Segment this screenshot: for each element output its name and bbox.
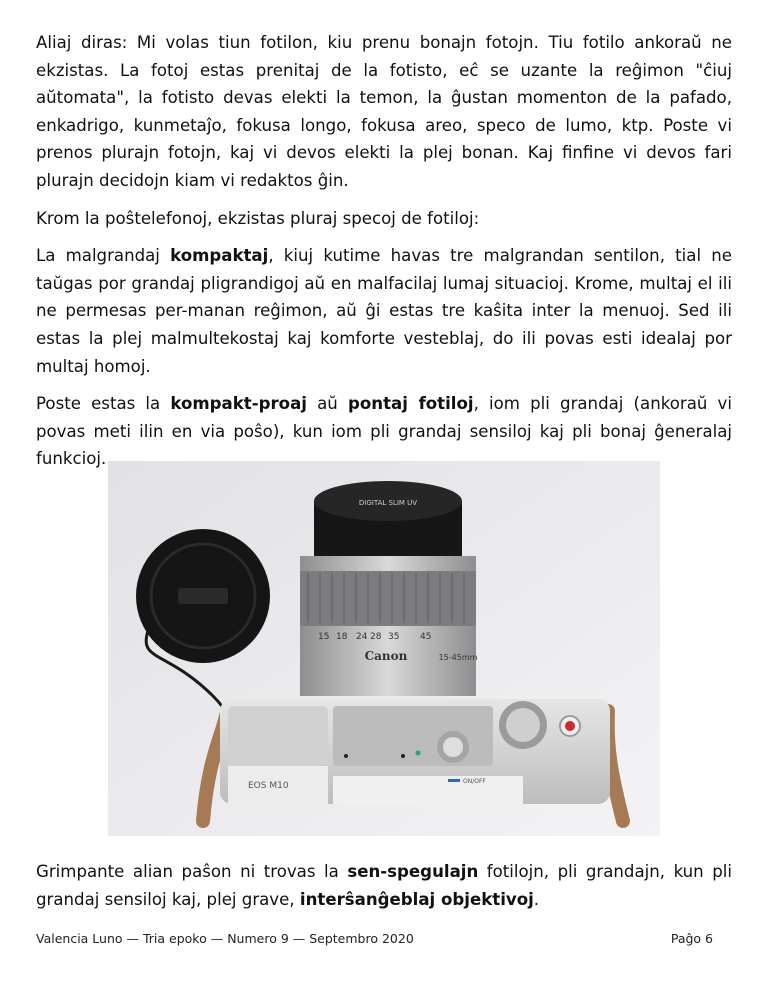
camera-photo xyxy=(108,461,660,836)
text-run: Poste estas la xyxy=(36,394,171,414)
text-run: , kiuj kutime havas tre malgrandan sentilon, tial ne taŭgas por grandaj pligrandigoj aŭ en malfacilaj lumaj situacioj. Krome, multaj el ili ne permesas per-manan reĝimon, aŭ ĝi estas tre kaŝita inter la menuoj. Sed ili estas la plej malmultekostaj kaj komforte vesteblaj, do ili povas esti idealaj por multaj homoj. xyxy=(36,246,732,376)
zoom-mark: 35 xyxy=(388,632,400,642)
text-run: Krom la poŝtelefonoj, ekzistas pluraj specoj de fotiloj: xyxy=(36,208,480,228)
text-run: La malgrandaj xyxy=(36,246,171,266)
bold-term: kompaktaj xyxy=(170,246,269,266)
zoom-mark: 45 xyxy=(420,632,432,642)
zoom-mark: 24 xyxy=(356,632,368,642)
bold-term: pontaj fotiloj xyxy=(347,394,474,414)
bold-term: kompakt-proaj xyxy=(170,394,307,414)
text-run: Aliaj diras: Mi volas tiun fotilon, kiu prenu bonajn fotojn. Tiu fotilo ankoraŭ ne ekzistas. La fotoj estas prenitaj de la fotisto, eĉ se uzante la reĝimon "ĉiuj aŭtomata", la fotisto devas elekti la temon, la ĝustan momenton de la pafado, enkadrigo, kunmetaĵo, fokusa longo, fokusa areo, speco de lumo, ktp. Poste vi prenos plurajn fotojn, kaj vi devos elekti la plej bonan. Kaj finfine vi devos fari plurajn decidojn kiam vi redaktos ĝin. xyxy=(36,33,732,190)
power-switch-label: ON/OFF xyxy=(463,778,486,785)
bold-term: interŝanĝeblaj objektivoj xyxy=(299,889,534,909)
footer-publication: Valencia Luno — Tria epoko — Numero 9 — Septembro 2020 xyxy=(36,931,414,946)
paragraph xyxy=(36,242,732,380)
text-run: , iom pli grandaj (ankoraŭ vi povas meti ilin en via poŝo), kun iom pli grandaj sensiloj kaj pli bonaj ĝeneralaj funkcioj. xyxy=(36,394,732,469)
bold-term: sen-spegulajn xyxy=(347,862,479,881)
text-run: Grimpante alian paŝon ni trovas la xyxy=(36,862,348,881)
zoom-mark: 15 xyxy=(318,632,330,642)
zoom-mark: 28 xyxy=(370,632,382,642)
page-number: Paĝo 6 xyxy=(670,931,713,946)
lens-ring-text: DIGITAL SLIM UV xyxy=(358,499,418,507)
text-run: aŭ xyxy=(306,394,348,414)
paragraph xyxy=(36,29,732,195)
lens-spec: 15-45mm xyxy=(438,653,478,662)
text-run: . xyxy=(533,889,540,909)
paragraph xyxy=(36,205,732,233)
zoom-mark: 18 xyxy=(336,632,348,642)
final-paragraph xyxy=(36,858,732,913)
page-footer xyxy=(36,931,713,946)
model-label: EOS M10 xyxy=(248,781,289,791)
text-run: fotilojn, pli grandajn, kun pli grandaj sensiloj kaj, plej grave, xyxy=(36,862,732,909)
brand-logo: Canon xyxy=(364,649,408,663)
article-body xyxy=(36,29,732,483)
